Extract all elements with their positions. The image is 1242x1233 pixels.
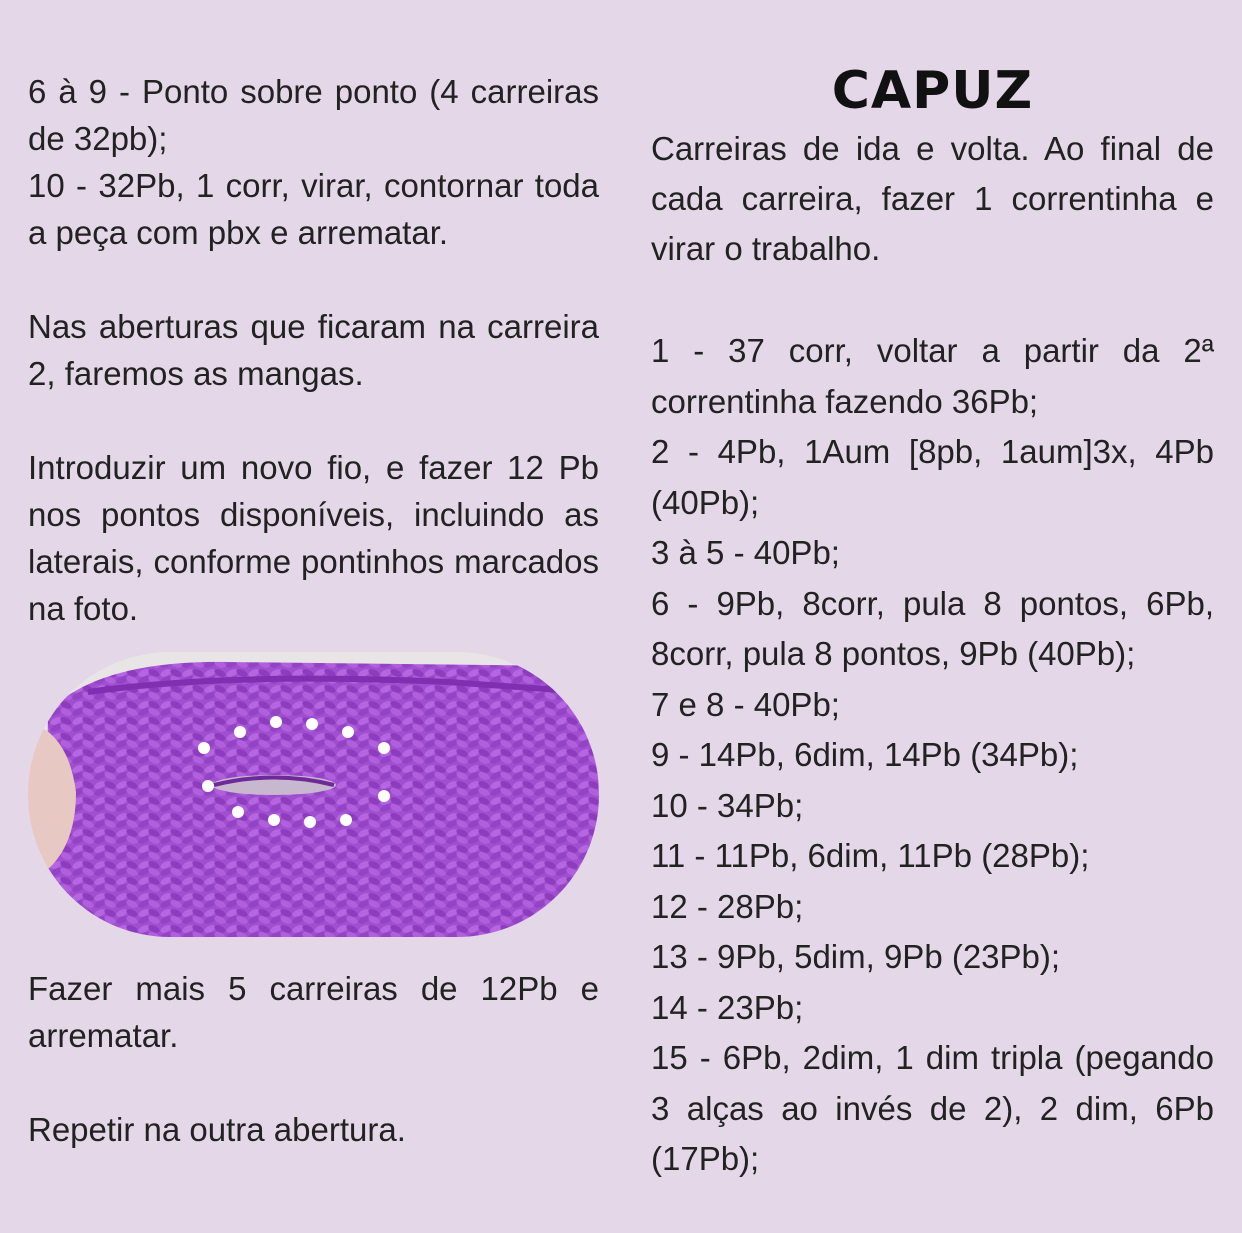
pattern-row: 2 - 4Pb, 1Aum [8pb, 1aum]3x, 4Pb (40Pb); — [651, 433, 1214, 521]
rows-6-9-text: 6 à 9 - Ponto sobre ponto (4 carreiras de 32pb); — [28, 73, 599, 157]
stitch-marker-dot — [378, 790, 390, 802]
right-column — [651, 58, 1214, 1185]
left-column — [28, 68, 599, 1153]
pattern-rows — [651, 326, 1214, 1185]
stitch-marker-dot — [268, 814, 280, 826]
pattern-row: 6 - 9Pb, 8corr, pula 8 pontos, 6Pb, 8corr, pula 8 pontos, 9Pb (40Pb); — [651, 584, 1214, 672]
spacer — [651, 274, 1214, 326]
pattern-row: 3 à 5 - 40Pb; — [651, 534, 840, 571]
pattern-row: 7 e 8 - 40Pb; — [651, 685, 840, 723]
stitch-marker-dot — [232, 806, 244, 818]
pattern-row: 9 - 14Pb, 6dim, 14Pb (34Pb); — [651, 736, 1079, 773]
stitch-marker-dot — [306, 718, 318, 730]
openings-note: Nas aberturas que ficaram na carreira 2, faremos as mangas. — [28, 308, 599, 392]
pattern-row: 1 - 37 corr, voltar a partir da 2ª correntinha fazendo 36Pb; — [651, 332, 1214, 420]
more-rows-note: Fazer mais 5 carreiras de 12Pb e arrematar. — [28, 970, 599, 1054]
stitch-marker-dot — [234, 726, 246, 738]
pattern-row: 10 - 34Pb; — [651, 786, 804, 824]
repeat-note: Repetir na outra abertura. — [28, 1111, 406, 1148]
stitch-marker-dot — [340, 814, 352, 826]
spacer — [28, 1059, 599, 1106]
crochet-photo — [28, 652, 599, 937]
hood-intro: Carreiras de ida e volta. Ao final de cada carreira, fazer 1 correntinha e virar o trabalho. — [651, 130, 1214, 267]
crochet-photo-image — [28, 652, 599, 937]
pattern-row: 14 - 23Pb; — [651, 988, 804, 1026]
spacer — [28, 397, 599, 444]
spacer — [28, 256, 599, 303]
pattern-row: 13 - 9Pb, 5dim, 9Pb (23Pb); — [651, 938, 1061, 975]
stitch-marker-dot — [270, 716, 282, 728]
pattern-row: 11 - 11Pb, 6dim, 11Pb (28Pb); — [651, 837, 1090, 874]
stitch-marker-dot — [342, 726, 354, 738]
stitch-marker-dot — [304, 816, 316, 828]
section-title: CAPUZ — [831, 61, 1034, 121]
pattern-row: 15 - 6Pb, 2dim, 1 dim tripla (pegando 3 alças ao invés de 2), 2 dim, 6Pb (17Pb); — [651, 1039, 1214, 1177]
stitch-marker-dot — [378, 742, 390, 754]
stitch-marker-dot — [202, 780, 214, 792]
pattern-row: 12 - 28Pb; — [651, 887, 804, 925]
row-10-text: 10 - 32Pb, 1 corr, virar, contornar toda a peça com pbx e arrematar. — [28, 167, 599, 251]
crochet-fabric — [46, 662, 599, 937]
stitch-marker-dot — [198, 742, 210, 754]
new-yarn-note: Introduzir um novo fio, e fazer 12 Pb nos pontos disponíveis, incluindo as laterais, conforme pontinhos marcados na foto. — [28, 449, 599, 627]
